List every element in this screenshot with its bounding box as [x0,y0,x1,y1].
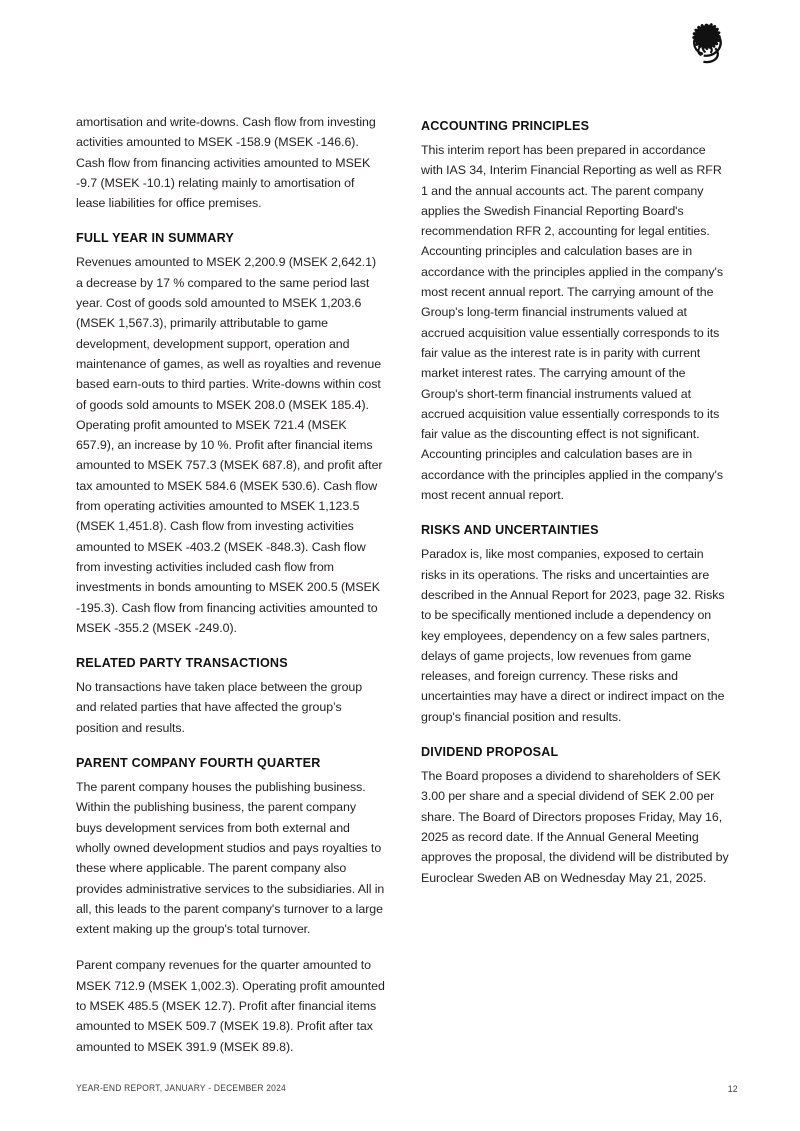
paragraph: This interim report has been prepared in accordance with IAS 34, Interim Financial Reporting as well as RFR 1 and the annual accounts act. The parent company applies the Swedish Financial Reporting Board's recommendation RFR 2, accounting for legal entities. Accounting principles and calculation bases are in accordance with the principles applied in the company's most recent annual report. The carrying amount of the Group's long-term financial instruments valued at accrued acquisition value essentially corresponds to its fair value as the interest rate is in parity with current market interest rates. The carrying amount of the Group's short-term financial instruments valued at accrued acquisition value essentially corresponds to its fair value as the discounting effect is not significant. Accounting principles and calculation bases are in accordance with the principles applied in the company's most recent annual report. [421,143,723,503]
right-column [421,112,730,1057]
paragraph: Paradox is, like most companies, exposed to certain risks in its operations. The risks and uncertainties are described in the Annual Report for 2023, page 32. Risks to be specifically mentioned include a dependency on key employees, dependency on a few sales partners, delays of game projects, low revenues from game releases, and foreign currency. These risks and uncertainties may have a direct or indirect impact on the group's financial position and results. [421,547,725,724]
paragraph: The Board proposes a dividend to shareholders of SEK 3.00 per share and a special dividend of SEK 2.00 per share. The Board of Directors proposes Friday, May 16, 2025 as record date. If the Annual General Meeting approves the proposal, the dividend will be distributed by Euroclear Sweden AB on Wednesday May 21, 2025. [421,769,729,885]
paragraph: The parent company houses the publishing business. Within the publishing business, the parent company buys development services from both external and wholly owned development studios and pays royalties to these where applicable. The parent company also provides administrative services to the subsidiaries. All in all, this leads to the parent company's turnover to a large extent making up the group's total turnover. [76,780,385,937]
left-column [76,112,385,1057]
paragraph: amortisation and write-downs. Cash flow from investing activities amounted to MSEK -158.9 (MSEK -146.6). Cash flow from financing activities amounted to MSEK -9.7 (MSEK -10.1) relating mainly to amortisation of lease liabilities for office premises. [76,115,376,211]
paradox-dragon-logo-icon [676,18,738,80]
paragraph: No transactions have taken place between the group and related parties that have affected the group’s position and results. [76,680,363,735]
section-heading-accounting-principles: ACCOUNTING PRINCIPLES [421,119,590,133]
section-heading-full-year-in-summary: FULL YEAR IN SUMMARY [76,231,234,246]
section-heading-parent-company-fourth-quarter: PARENT COMPANY FOURTH QUARTER [76,756,321,771]
section-heading-related-party-transactions: RELATED PARTY TRANSACTIONS [76,656,288,671]
section-heading-risks-and-uncertainties: RISKS AND UNCERTAINTIES [421,523,599,538]
section-heading-dividend-proposal: DIVIDEND PROPOSAL [421,745,559,760]
paragraph: Parent company revenues for the quarter amounted to MSEK 712.9 (MSEK 1,002.3). Operating profit amounted to MSEK 485.5 (MSEK 12.7). Profit after financial items amounted to MSEK 509.7 (MSEK 19.8). Profit after tax amounted to MSEK 391.9 (MSEK 89.8). [76,958,385,1054]
paragraph: Revenues amounted to MSEK 2,200.9 (MSEK 2,642.1) a decrease by 17 % compared to the same period last year. Cost of goods sold amounted to MSEK 1,203.6 (MSEK 1,567.3), primarily attributable to game development, development support, operation and maintenance of games, as well as royalties and revenue based earn-outs to third parties. Write-downs within cost of goods sold amounts to MSEK 208.0 (MSEK 185.4). Operating profit amounted to MSEK 721.4 (MSEK 657.9), an increase by 10 %. Profit after financial items amounted to MSEK 757.3 (MSEK 687.8), and profit after tax amounted to MSEK 584.6 (MSEK 530.6). Cash flow from operating activities amounted to MSEK 1,123.5 (MSEK 1,451.8). Cash flow from investing activities amounted to MSEK -403.2 (MSEK -848.3). Cash flow from investing activities included cash flow from investments in bonds amounting to MSEK 200.5 (MSEK -195.3). Cash flow from financing activities amounted to MSEK -355.2 (MSEK -249.0). [76,255,383,635]
page-header [0,0,800,100]
page-footer [76,1079,738,1097]
footer-report-title: YEAR-END REPORT, JANUARY - DECEMBER 2024 [76,1083,286,1093]
page-content [76,112,730,1057]
footer-page-number: 12 [727,1082,738,1094]
